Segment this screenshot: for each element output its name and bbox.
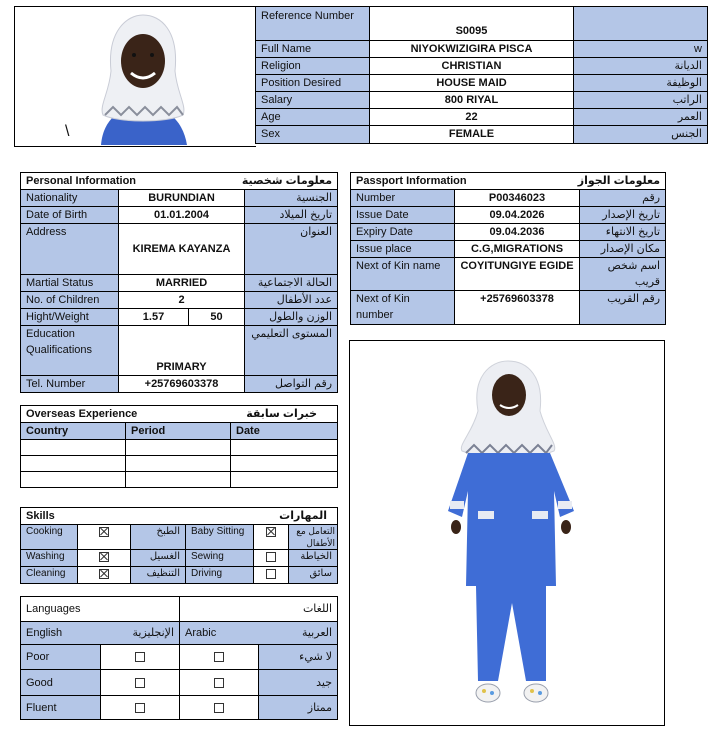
personal-title-ar: معلومات شخصية xyxy=(241,175,333,187)
header-photo-area xyxy=(14,6,256,147)
english-poor-checkbox[interactable] xyxy=(101,645,180,670)
name-arabic: w xyxy=(574,41,708,58)
marital-arabic: الحالة الاجتماعية xyxy=(245,275,338,292)
passport-info-table xyxy=(350,172,666,325)
salary-arabic: الراتب xyxy=(574,92,708,109)
religion-label: Religion xyxy=(256,58,370,75)
washing-checkbox[interactable] xyxy=(78,550,131,567)
sex-value: FEMALE xyxy=(370,126,574,144)
languages-title: Languages xyxy=(21,597,180,622)
marital-label: Martial Status xyxy=(21,275,119,292)
col-date: Date xyxy=(231,423,338,440)
expiry-date-value: 09.04.2036 xyxy=(455,224,580,241)
personal-info-table xyxy=(20,172,338,393)
overseas-title-ar: خبرات سابقة xyxy=(246,408,318,420)
passport-number-value: P00346023 xyxy=(455,190,580,207)
empty-box-icon xyxy=(214,703,224,713)
empty-cell xyxy=(231,472,338,488)
col-country: Country xyxy=(21,423,126,440)
level-poor: Poor xyxy=(21,645,101,670)
sewing-checkbox[interactable] xyxy=(254,550,289,567)
ref-value: S0095 xyxy=(370,7,574,41)
nationality-label: Nationality xyxy=(21,190,119,207)
empty-box-icon xyxy=(135,703,145,713)
skill-cleaning: Cleaning xyxy=(21,567,78,584)
age-arabic: العمر xyxy=(574,109,708,126)
passport-title-ar: معلومات الجواز xyxy=(577,175,661,187)
skills-title-ar: المهارات xyxy=(279,510,327,522)
languages-table xyxy=(20,596,338,720)
empty-cell xyxy=(21,440,126,456)
english-good-checkbox[interactable] xyxy=(101,670,180,696)
empty-box-icon xyxy=(214,678,224,688)
full-body-photo xyxy=(350,341,664,725)
children-value: 2 xyxy=(119,292,245,309)
position-value: HOUSE MAID xyxy=(370,75,574,92)
skills-title: Skills xyxy=(26,510,55,522)
checked-box-icon xyxy=(99,569,109,579)
tel-arabic: رقم التواصل xyxy=(245,376,338,393)
empty-cell xyxy=(231,456,338,472)
dob-value: 01.01.2004 xyxy=(119,207,245,224)
overseas-title: Overseas Experience xyxy=(26,408,138,420)
height-weight-arabic: الوزن والطول xyxy=(245,309,338,326)
empty-cell xyxy=(21,456,126,472)
skill-baby-sitting: Baby Sitting xyxy=(186,525,254,550)
empty-box-icon xyxy=(266,569,276,579)
education-value: PRIMARY xyxy=(119,326,245,376)
empty-box-icon xyxy=(135,678,145,688)
expiry-date-arabic: تاريخ الانتهاء xyxy=(580,224,666,241)
issue-date-label: Issue Date xyxy=(351,207,455,224)
issue-place-arabic: مكان الإصدار xyxy=(580,241,666,258)
name-label: Full Name xyxy=(256,41,370,58)
empty-box-icon xyxy=(214,652,224,662)
education-arabic: المستوى التعليمي xyxy=(245,326,338,376)
full-body-photo-frame xyxy=(349,340,665,726)
issue-date-value: 09.04.2026 xyxy=(455,207,580,224)
level-poor-ar: لا شيء xyxy=(259,645,338,670)
empty-cell xyxy=(126,440,231,456)
salary-value: 800 RIYAL xyxy=(370,92,574,109)
english-label-ar: الإنجليزية xyxy=(132,627,175,639)
skill-cooking: Cooking xyxy=(21,525,78,550)
sex-label: Sex xyxy=(256,126,370,144)
skill-cooking-ar: الطبخ xyxy=(131,525,186,550)
kin-name-arabic: اسم شخص قريب xyxy=(580,258,666,291)
level-fluent: Fluent xyxy=(21,696,101,720)
level-good-ar: جيد xyxy=(259,670,338,696)
nationality-arabic: الجنسية xyxy=(245,190,338,207)
checked-box-icon xyxy=(266,527,276,537)
empty-cell xyxy=(126,472,231,488)
age-label: Age xyxy=(256,109,370,126)
level-good: Good xyxy=(21,670,101,696)
skill-washing: Washing xyxy=(21,550,78,567)
arabic-label: Arabic xyxy=(185,627,217,639)
kin-name-label: Next of Kin name xyxy=(351,258,455,291)
stray-mark: \ xyxy=(65,123,70,140)
salary-label: Salary xyxy=(256,92,370,109)
arabic-poor-checkbox[interactable] xyxy=(180,645,259,670)
education-label: Education Qualifications xyxy=(21,326,119,376)
height-weight-label: Hight/Weight xyxy=(21,309,119,326)
passport-number-arabic: رقم xyxy=(580,190,666,207)
portrait-photo xyxy=(83,11,203,145)
dob-label: Date of Birth xyxy=(21,207,119,224)
weight-value: 50 xyxy=(189,309,245,326)
arabic-good-checkbox[interactable] xyxy=(180,670,259,696)
marital-value: MARRIED xyxy=(119,275,245,292)
empty-cell xyxy=(231,440,338,456)
empty-cell xyxy=(21,472,126,488)
issue-place-label: Issue place xyxy=(351,241,455,258)
passport-number-label: Number xyxy=(351,190,455,207)
english-fluent-checkbox[interactable] xyxy=(101,696,180,720)
header-table xyxy=(255,6,708,144)
issue-date-arabic: تاريخ الإصدار xyxy=(580,207,666,224)
ref-arabic xyxy=(574,7,708,41)
children-label: No. of Children xyxy=(21,292,119,309)
position-arabic: الوظيفة xyxy=(574,75,708,92)
address-value: KIREMA KAYANZA xyxy=(119,224,245,275)
children-arabic: عدد الأطفال xyxy=(245,292,338,309)
kin-number-label: Next of Kin number xyxy=(351,291,455,325)
level-fluent-ar: ممتاز xyxy=(259,696,338,720)
checked-box-icon xyxy=(99,552,109,562)
skill-driving-ar: سائق xyxy=(289,567,338,584)
arabic-label-ar: العربية xyxy=(301,627,333,639)
age-value: 22 xyxy=(370,109,574,126)
driving-checkbox[interactable] xyxy=(254,567,289,584)
dob-arabic: تاريخ الميلاد xyxy=(245,207,338,224)
skill-cleaning-ar: التنظيف xyxy=(131,567,186,584)
religion-arabic: الديانة xyxy=(574,58,708,75)
kin-number-arabic: رقم القريب xyxy=(580,291,666,325)
tel-value: +25769603378 xyxy=(119,376,245,393)
passport-title: Passport Information xyxy=(356,175,467,187)
overseas-table xyxy=(20,405,338,488)
cooking-checkbox[interactable] xyxy=(78,525,131,550)
cleaning-checkbox[interactable] xyxy=(78,567,131,584)
sex-arabic: الجنس xyxy=(574,126,708,144)
height-value: 1.57 xyxy=(119,309,189,326)
tel-label: Tel. Number xyxy=(21,376,119,393)
empty-box-icon xyxy=(266,552,276,562)
personal-title: Personal Information xyxy=(26,175,137,187)
skill-baby-sitting-ar: التعامل مع الأطفال xyxy=(289,525,338,550)
kin-name-value: COYITUNGIYE EGIDE xyxy=(455,258,580,291)
name-value: NIYOKWIZIGIRA PISCA xyxy=(370,41,574,58)
col-period: Period xyxy=(126,423,231,440)
empty-cell xyxy=(126,456,231,472)
kin-number-value: +25769603378 xyxy=(455,291,580,325)
baby-sitting-checkbox[interactable] xyxy=(254,525,289,550)
address-arabic: العنوان xyxy=(245,224,338,275)
english-label: English xyxy=(26,627,63,639)
skill-sewing-ar: الخياطة xyxy=(289,550,338,567)
position-label: Position Desired xyxy=(256,75,370,92)
address-label: Address xyxy=(21,224,119,275)
skill-sewing: Sewing xyxy=(186,550,254,567)
ref-label: Reference Number xyxy=(256,7,370,41)
nationality-value: BURUNDIAN xyxy=(119,190,245,207)
languages-title-ar: اللغات xyxy=(180,597,338,622)
checked-box-icon xyxy=(99,527,109,537)
issue-place-value: C.G,MIGRATIONS xyxy=(455,241,580,258)
empty-box-icon xyxy=(135,652,145,662)
skill-driving: Driving xyxy=(186,567,254,584)
arabic-fluent-checkbox[interactable] xyxy=(180,696,259,720)
religion-value: CHRISTIAN xyxy=(370,58,574,75)
skill-washing-ar: الغسيل xyxy=(131,550,186,567)
expiry-date-label: Expiry Date xyxy=(351,224,455,241)
skills-table xyxy=(20,507,338,584)
